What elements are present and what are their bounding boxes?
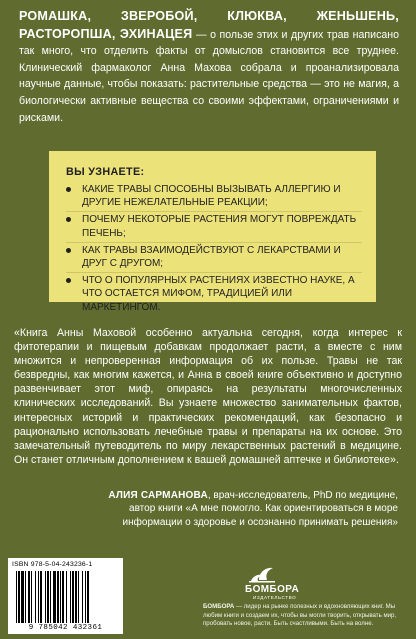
bullet-icon bbox=[66, 217, 71, 222]
barcode-bars bbox=[16, 571, 115, 623]
learn-list-item: ЧТО О ПОПУЛЯРНЫХ РАСТЕНИЯХ ИЗВЕСТНО НАУКЕ, А ЧТО ОСТАЕТСЯ МИФОМ, ТРАДИЦИЕЙ ИЛИ МАРКЕТИНГОМ. bbox=[66, 274, 362, 314]
barcode-bar bbox=[16, 571, 17, 623]
publisher-blurb bbox=[203, 603, 408, 629]
intro-body: — о пользе этих и других трав написано так много, что отделить факты от домыслов становится все труднее. Клинический фармаколог Анна Махова собрала и проанализировала научные данные, чтобы показать: растительные средства — это не магия, а биологически активные вещества со своими эффектами, ограничениями и рисками. bbox=[19, 28, 400, 124]
barcode-bar bbox=[25, 571, 26, 623]
barcode-bar bbox=[62, 571, 64, 623]
barcode-bar bbox=[45, 571, 46, 623]
barcode-bar bbox=[21, 571, 24, 623]
bullet-icon bbox=[66, 278, 71, 283]
learn-list bbox=[66, 183, 362, 314]
review-quote: «Книга Анны Маховой особенно актуальна сегодня, когда интерес к фитотерапии и пищевым добавкам продолжает расти, а вместе с ним множится и непроверенная информация об их пользе. Травы не так безвредны, как многим кажется, и Анна в своей книге объективно и доступно развенчивает этот миф, опираясь на результаты многочисленных клинических исследований. Вы узнаете множество занимательных фактов, интересных историй и практических рекомендаций, как безопасно и рационально использовать лечебные травы и препараты на их основе. Это замечательный путеводитель по миру лекарственных растений в медицине. Он станет отличным дополнением к вашей домашней аптечке и библиотеке». bbox=[14, 327, 402, 466]
barcode-bar bbox=[70, 571, 71, 623]
barcode-bar bbox=[50, 571, 51, 623]
publisher-text: — лидер на рынке полезных и вдохновляющих книг. Мы любим книги и создаем их, чтобы вы могли творить, открывать мир, пробовать новое, расти. Быть счастливыми. Быть на волне. bbox=[203, 603, 397, 628]
intro-paragraph bbox=[19, 8, 399, 126]
bullet-icon bbox=[66, 248, 71, 253]
barcode-bar bbox=[87, 571, 89, 623]
barcode-bar bbox=[38, 571, 39, 623]
learn-list-item: КАКИЕ ТРАВЫ СПОСОБНЫ ВЫЗЫВАТЬ АЛЛЕРГИЮ И ДРУГИЕ НЕЖЕЛАТЕЛЬНЫЕ РЕАКЦИИ; bbox=[66, 183, 362, 209]
barcode-bar bbox=[40, 571, 42, 623]
logo-subtitle: ИЗДАТЕЛЬСТВО bbox=[253, 595, 297, 600]
quote-attribution bbox=[68, 489, 398, 529]
barcode-bar bbox=[78, 571, 79, 623]
publisher-logo bbox=[237, 566, 300, 600]
barcode-bar bbox=[18, 571, 20, 623]
author-role: , врач-исследователь, PhD по медицине, bbox=[207, 490, 398, 501]
learn-list-item: ПОЧЕМУ НЕКОТОРЫЕ РАСТЕНИЯ МОГУТ ПОВРЕЖДАТЬ ПЕЧЕНЬ; bbox=[66, 213, 362, 239]
author-book-line-1: автор книги «А мне помогло. Как ориентироваться в море bbox=[129, 503, 398, 515]
author-name: АЛИЯ САРМАНОВА bbox=[108, 490, 208, 501]
logo-wordmark: БОМБОРА bbox=[245, 584, 300, 595]
intro-lead: РОМАШКА, ЗВЕРОБОЙ, КЛЮКВА, ЖЕНЬШЕНЬ, РАСТОРОПША, ЭХИНАЦЕЯ bbox=[19, 9, 399, 41]
bombora-wave-icon bbox=[237, 566, 287, 584]
barcode-bar bbox=[60, 571, 61, 623]
barcode-bar bbox=[85, 571, 86, 623]
barcode-bar bbox=[57, 571, 59, 623]
publisher-brand: БОМБОРА bbox=[203, 603, 235, 610]
barcode-bar bbox=[47, 571, 49, 623]
barcode-bar bbox=[72, 571, 74, 623]
barcode-bar bbox=[35, 571, 36, 623]
author-book-line-2: информации о здоровье и осознанно принимать решения» bbox=[122, 516, 398, 528]
learn-box bbox=[49, 151, 376, 313]
learn-box-heading: ВЫ УЗНАЕТЕ: bbox=[66, 166, 145, 178]
barcode-digits: 9 785042 432361 bbox=[28, 624, 103, 632]
barcode-bar bbox=[31, 571, 32, 623]
isbn-number: ISBN 978-5-04-243236-1 bbox=[12, 561, 93, 568]
barcode-bar bbox=[53, 571, 56, 623]
barcode-bar bbox=[82, 571, 83, 623]
bullet-icon bbox=[66, 187, 71, 192]
learn-list-item: КАК ТРАВЫ ВЗАИМОДЕЙСТВУЮТ С ЛЕКАРСТВАМИ И ДРУГ С ДРУГОМ; bbox=[66, 244, 362, 270]
barcode-bar bbox=[28, 571, 30, 623]
barcode-bar bbox=[75, 571, 77, 623]
barcode-bar bbox=[66, 571, 67, 623]
isbn-barcode bbox=[8, 558, 123, 634]
